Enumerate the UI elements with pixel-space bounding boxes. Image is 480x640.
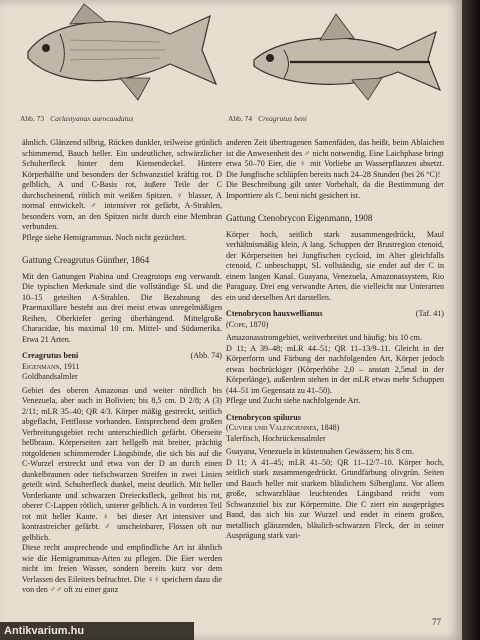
species-heading: [22, 351, 222, 362]
species-name: Creagrutus beni: [22, 351, 79, 360]
caption-species: Creagrutus beni: [258, 114, 307, 123]
paragraph: Körper hoch, seitlich stark zusammengedrückt, Maul verhältnismäßig klein, A lang. Schuppen der Brustregion ctenoid, der Körperseiten bei Jungfischen cycloid, im Alter gleichfalls ctenoid, C unbeschuppt, SL vollständig, sie endet auf der C in einem langen Kanal. Guayana, Venezuela, Amazonassystem, Rio Paraguay. Drei eng verwandte Arten, die vielleicht nur Unterarten ein und derselben Art darstellen.: [226, 229, 444, 302]
fish-illustration-creagrutus: [240, 0, 455, 112]
species-ref: (Abb. 74): [190, 351, 222, 360]
paragraph: Pflege und Zucht siehe nachfolgende Art.: [226, 396, 361, 405]
paragraph: Diese recht ansprechende und empfindliche Art ist ähnlich wie die Hemigrammus-Arten zu pflegen. Die Eier werden nicht im freien Wasser, sondern bereits kurz vor dem Verlassen des Eileiters befruchtet. Die ♀♀ speichern dazu die von den ♂♂ oft zu einer ganz: [22, 543, 222, 594]
paragraph: Amazonasstromgebiet, weitverbreitet und häufig; bis 10 cm.: [226, 333, 422, 342]
species-author: (Cuvier und Valenciennes, 1848): [226, 423, 340, 432]
figure-caption-74: [228, 114, 307, 123]
species-heading: [226, 413, 444, 424]
fish-illustration-carlastyanax: [10, 0, 230, 112]
figure-strip: [0, 0, 462, 123]
paragraph: Guayana, Venezuela in küstennahen Gewässern; bis 8 cm.: [226, 447, 414, 456]
paragraph: D 11; A 39–48; mLR 44–51; QR 11–13/9–11. Gleicht in der Körperform und Färbung der nachfolgenden Art, Körper jedoch etwas hochrückiger (Körperhöhe 2,0 – anstatt 2,5mal in der Körperlänge), außerdem stehen in der mLR etwas mehr Schuppen (44–51 im Gegensatz zu 41–50).: [226, 343, 444, 395]
book-binding-edge: [462, 0, 480, 640]
paragraph: ähnlich. Glänzend silbrig, Rücken dunkler, teilweise grünlich schimmernd, Bauch heller. Ein undeutlicher, schwärzlicher Schulterfleck hinter dem Kiemendeckel. Hintere Körperhälfte und besonders der Schwanzstiel kräftig rot. D gelblich, A und C-Basis rot, äußere Teile der C durchscheinend, rötlich mit weißen Spitzen. ♀ blasser, A normal entwickelt. ♂ intensiver rot gefärbt, A-Strahlen, besonders vorn, an den Spitzen nicht durch eine Membran verbunden.: [22, 138, 222, 231]
paragraph: Die Beschreibung gilt unter Vorbehalt, da die Bestimmung der Importtiere als C. beni nicht gesichert ist.: [226, 180, 444, 200]
figure-caption-73: [20, 114, 133, 123]
paragraph: Gebiet des oberen Amazonas und weiter nördlich bis Venezuela, aber auch in Bolivien; bis 8,5 cm. D 2/8; A (3) 2/11; mLR 35–40; QR 4/3. Körper mäßig gestreckt, seitlich abgeflacht, Fettflosse vorhanden. Entsprechend dem großen Verbreitungsgebiet recht unterschiedlich gefärbt. Oberseite hellbraun. Körperseiten zart hellgelb mit breiter, prächtig rotgoldenen schimmernder Längsbinde, die sich bis auf die C-Wurzel erstreckt und etwa von der D an durch einen dunkelbraunen oder tiefschwarzen Streifen in zwei Linien geteilt wird. Schulterfleck dunkel, meist deutlich. Mit heller Vorderkante und schwarzen Dreiecksfleck, gelbrot bis rot, oberer C-Lappen rötlich, unterer gelblich. A in vorderen Teil rot mit heller Kante. ♀ bei dieser Art intensiver und kontrastreicher gefärbt. ♂ unscheinbarer, Flossen oft nur gelblich.: [22, 385, 222, 542]
caption-species: Carlastyanax aurocaudatus: [50, 114, 134, 123]
genus-heading: Gattung Creagrutus Günther, 1864: [22, 255, 150, 265]
paragraph: D 11; A 41–45; mLR 41–50; QR 11–12/7–10. Körper hoch, seitlich stark zusammengedrückt. Grundfärbung olivgrün. Seiten und Bauch heller mit starkem bläulichem Silberglanz. Vor allem große, schwarzbläue leuchtendes Längsband reicht vom Schwanzstiel bis zur Körpermitte. Die C ziert ein ausgeprägtes Band, das sich bis zur Wurzel und endet in einem großen, metallisch glänzenden, bläulich-schwarzen Fleck, der in seiner Ausprägung stark vari-: [226, 457, 444, 540]
species-common-name: Talerfisch, Hochrückensalmler: [226, 433, 326, 443]
paragraph: anderen Zeit übertragenen Samenfäden, das heißt, beim Ablaichen ist die Anwesenheit des ♂ nicht notwendig. Eine Laichphase bringt etwa 50–70 Eier, die ♀ mit Vorliebe an Wasserpflanzen absetzt. Die Jungfische schlüpfen bereits nach 24–28 Stunden (bei 26 °C)!: [226, 138, 444, 179]
species-author: (Cope, 1870): [226, 319, 269, 329]
species-common-name: Goldbandsalmler: [22, 372, 78, 381]
species-ref: (Taf. 41): [415, 309, 444, 318]
left-column: [22, 138, 222, 596]
species-heading: [226, 309, 444, 320]
watermark-logo: Antikvarium.hu: [0, 622, 194, 640]
species-name: Ctenobrycon spilurus: [226, 412, 301, 422]
paragraph: Pflege siehe Hemigrammus. Noch nicht gezüchtet.: [22, 232, 187, 242]
species-name: Ctenobrycon hauxwellianus: [226, 309, 323, 318]
caption-number: Abb. 73: [20, 114, 45, 123]
page-number: 77: [432, 617, 441, 627]
paragraph: Mit den Gattungen Piabina und Creagrutops eng verwandt. Die typischen Merkmale sind die vollständige SL und die 10–15 geteilten A-Strahlen. Die Bezahnung des Praemaxillare besteht aus drei meist etwas unregelmäßigen Reihen, Oberkiefer gering überhängend. Mittelgroße Characidae, bis maximal 10 cm. Mittel- und Südamerika. Etwa 21 Arten.: [22, 271, 222, 344]
right-column: [226, 138, 444, 542]
species-author: Eigenmann, 1911: [22, 361, 80, 371]
genus-heading: Gattung Ctenobrycon Eigenmann, 1908: [226, 213, 373, 223]
caption-number: Abb. 74: [228, 114, 253, 123]
